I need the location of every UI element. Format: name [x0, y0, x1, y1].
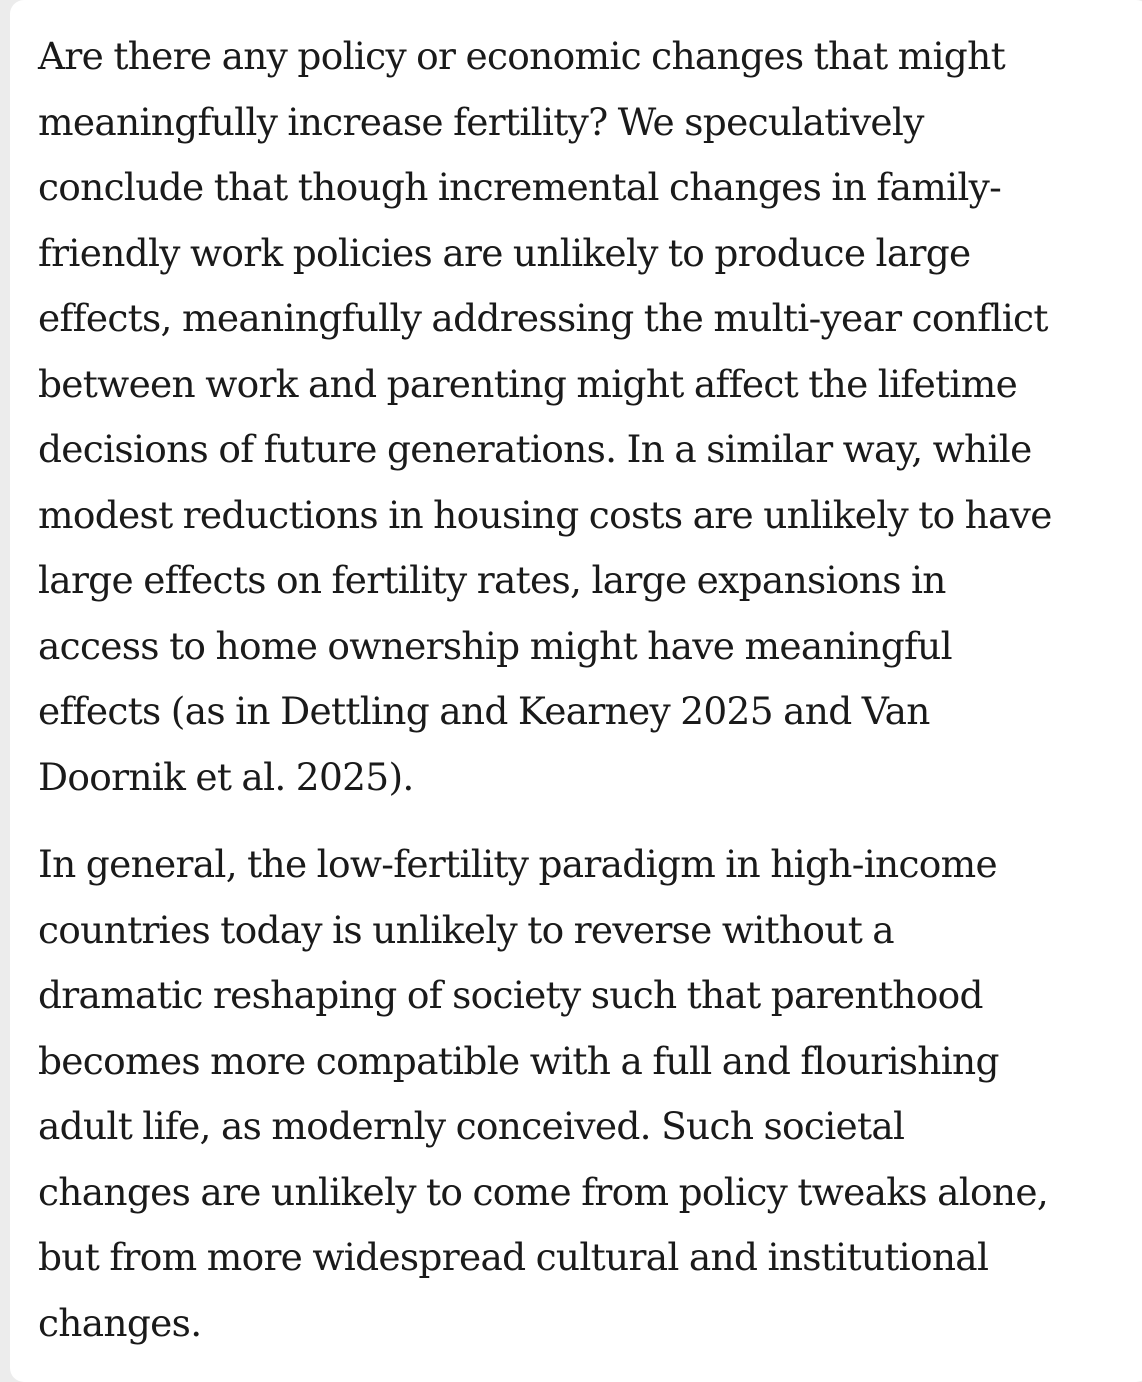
text-line: effects (as in Dettling and Kearney 2025 and Van: [38, 689, 930, 733]
text-line: countries today is unlikely to reverse without a: [38, 907, 894, 952]
text-line: meaningfully increase fertility? We speculatively: [38, 99, 924, 144]
text-line: dramatic reshaping of society such that parenthood: [38, 973, 983, 1017]
text-line: modest reductions in housing costs are unlikely to have: [38, 492, 1052, 537]
article-body: [38, 24, 1142, 1356]
paragraph-2: [38, 832, 1142, 1356]
text-line: but from more widespread cultural and institutional: [38, 1235, 989, 1279]
text-line: effects, meaningfully addressing the multi-year conflict: [38, 296, 1048, 340]
text-line: adult life, as modernly conceived. Such societal: [38, 1104, 905, 1148]
paragraph-1: [38, 24, 1142, 810]
text-line: Doornik et al. 2025).: [38, 754, 414, 799]
text-line: decisions of future generations. In a similar way, while: [38, 427, 1032, 471]
text-line: large effects on fertility rates, large expansions in: [38, 558, 946, 602]
text-line: changes are unlikely to come from policy tweaks alone,: [38, 1169, 1049, 1214]
text-line: becomes more compatible with a full and flourishing: [38, 1038, 999, 1083]
paragraph-spacer: [38, 810, 1142, 832]
text-line: Are there any policy or economic changes that might: [38, 34, 1005, 78]
text-line: changes.: [38, 1300, 202, 1345]
article-card: [10, 0, 1142, 1382]
text-line: friendly work policies are unlikely to produce large: [38, 230, 971, 275]
text-line: conclude that though incremental changes in family-: [38, 165, 1002, 209]
text-line: In general, the low-fertility paradigm in high-income: [38, 842, 997, 886]
text-line: between work and parenting might affect the lifetime: [38, 361, 1018, 406]
text-line: access to home ownership might have meaningful: [38, 623, 952, 668]
